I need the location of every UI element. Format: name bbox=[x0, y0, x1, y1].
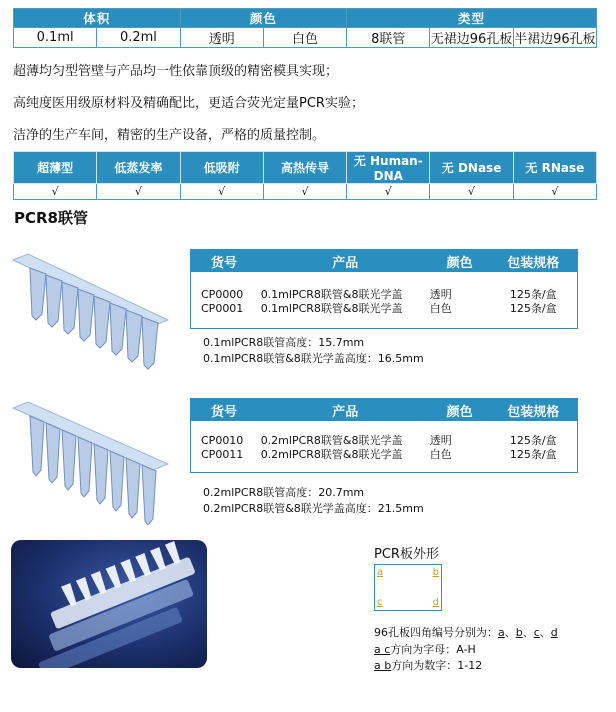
product-name: 0.1mlPCR8联管&8联光学盖 bbox=[260, 288, 403, 301]
height-note: 0.2mlPCR8联管高度：20.7mm bbox=[203, 486, 365, 499]
header-pack: 包装规格 bbox=[507, 255, 560, 271]
spec-cell: 透明 bbox=[180, 28, 263, 48]
spec-cell: 半裙边96孔板 bbox=[513, 28, 596, 48]
product-color: 透明 bbox=[429, 288, 452, 301]
corner-item: d bbox=[550, 626, 558, 639]
corner-label-d: d bbox=[432, 597, 439, 608]
header-code: 货号 bbox=[211, 404, 238, 420]
header-pack: 包装规格 bbox=[507, 404, 560, 420]
header-color: 颜色 bbox=[446, 404, 473, 420]
check-mark: √ bbox=[430, 184, 513, 200]
direction-text: 方向为字母：A-H bbox=[390, 643, 476, 656]
spec-cell: 白色 bbox=[263, 28, 346, 48]
product-table-02 bbox=[190, 398, 578, 473]
corner-label-c: c bbox=[377, 597, 383, 608]
product-pack: 125条/盒 bbox=[509, 448, 557, 461]
product-table-header bbox=[191, 250, 577, 272]
height-note: 0.1mlPCR8联管&8联光学盖高度：16.5mm bbox=[203, 352, 424, 365]
product-table-header bbox=[191, 399, 577, 421]
check-mark: √ bbox=[180, 184, 263, 200]
feature-header: 无 Human-DNA bbox=[347, 152, 430, 184]
plate-number-line bbox=[374, 657, 482, 673]
product-pack: 125条/盒 bbox=[509, 288, 557, 301]
plate-letter-line bbox=[374, 641, 476, 657]
feature-header: 高热传导 bbox=[263, 152, 346, 184]
pcr-tube-strip-image bbox=[8, 238, 173, 373]
table-row bbox=[191, 287, 577, 301]
check-mark: √ bbox=[347, 184, 430, 200]
check-mark: √ bbox=[97, 184, 180, 200]
separator: 、 bbox=[504, 626, 516, 639]
header-code: 货号 bbox=[211, 255, 238, 271]
product-pack: 125条/盒 bbox=[509, 302, 557, 315]
feature-header: 无 RNase bbox=[513, 152, 596, 184]
header-product: 产品 bbox=[332, 404, 359, 420]
product-photo bbox=[11, 540, 207, 668]
spec-header-type: 类型 bbox=[347, 9, 597, 28]
corner-item: b bbox=[515, 626, 523, 639]
height-note: 0.2mlPCR8联管&8联光学盖高度：21.5mm bbox=[203, 502, 424, 515]
check-mark: √ bbox=[14, 184, 97, 200]
table-row bbox=[191, 447, 577, 461]
product-name: 0.1mlPCR8联管&8联光学盖 bbox=[260, 302, 403, 315]
product-color: 透明 bbox=[429, 434, 452, 447]
product-color: 白色 bbox=[429, 448, 452, 461]
direction-letters: a c bbox=[374, 643, 391, 656]
product-code: CP0011 bbox=[201, 447, 244, 461]
height-note: 0.1mlPCR8联管高度：15.7mm bbox=[203, 336, 365, 349]
feature-header: 低蒸发率 bbox=[97, 152, 180, 184]
feature-header: 低吸附 bbox=[180, 152, 263, 184]
product-name: 0.2mlPCR8联管&8联光学盖 bbox=[260, 434, 403, 447]
spec-header-color: 颜色 bbox=[180, 9, 347, 28]
product-pack: 125条/盒 bbox=[509, 434, 557, 447]
spec-cell: 8联管 bbox=[347, 28, 430, 48]
corner-item: a bbox=[498, 626, 505, 639]
feature-header: 无 DNase bbox=[430, 152, 513, 184]
separator: 、 bbox=[522, 626, 534, 639]
spec-table bbox=[13, 8, 597, 48]
spec-cell: 0.1ml bbox=[14, 28, 97, 48]
corner-item: c bbox=[533, 626, 540, 639]
product-code: CP0001 bbox=[201, 301, 244, 315]
product-code: CP0010 bbox=[201, 433, 244, 447]
table-row bbox=[191, 301, 577, 315]
plate-title: PCR板外形 bbox=[374, 547, 439, 562]
direction-letters: a b bbox=[374, 659, 392, 672]
plate-outline bbox=[374, 564, 442, 611]
direction-text: 方向为数字：1-12 bbox=[391, 659, 483, 672]
spec-cell: 无裙边96孔板 bbox=[430, 28, 513, 48]
section-title: PCR8联管 bbox=[14, 209, 88, 227]
product-table-01 bbox=[190, 249, 578, 329]
feature-header: 超薄型 bbox=[14, 152, 97, 184]
spec-header-volume: 体积 bbox=[14, 9, 181, 28]
header-product: 产品 bbox=[332, 255, 359, 271]
check-mark: √ bbox=[513, 184, 596, 200]
check-mark: √ bbox=[263, 184, 346, 200]
pcr-tube-strip-image bbox=[8, 390, 173, 525]
corner-label-b: b bbox=[432, 567, 439, 578]
product-color: 白色 bbox=[429, 302, 452, 315]
header-color: 颜色 bbox=[446, 255, 473, 271]
product-name: 0.2mlPCR8联管&8联光学盖 bbox=[260, 448, 403, 461]
product-code: CP0000 bbox=[201, 287, 244, 301]
plate-corner-line bbox=[374, 624, 558, 640]
description-line: 洁净的生产车间，精密的生产设备，严格的质量控制。 bbox=[13, 128, 326, 143]
plate-line-prefix: 96孔板四角编号分别为： bbox=[374, 626, 498, 639]
tube-strips-photo-icon bbox=[11, 540, 207, 668]
corner-label-a: a bbox=[377, 567, 384, 578]
description-line: 高纯度医用级原材料及精确配比，更适合荧光定量PCR实验； bbox=[13, 96, 364, 111]
description-line: 超薄均匀型管壁与产品均一性依靠顶级的精密模具实现； bbox=[13, 64, 339, 79]
separator: 、 bbox=[539, 626, 551, 639]
feature-table bbox=[13, 151, 597, 200]
table-row bbox=[191, 433, 577, 447]
spec-cell: 0.2ml bbox=[97, 28, 180, 48]
